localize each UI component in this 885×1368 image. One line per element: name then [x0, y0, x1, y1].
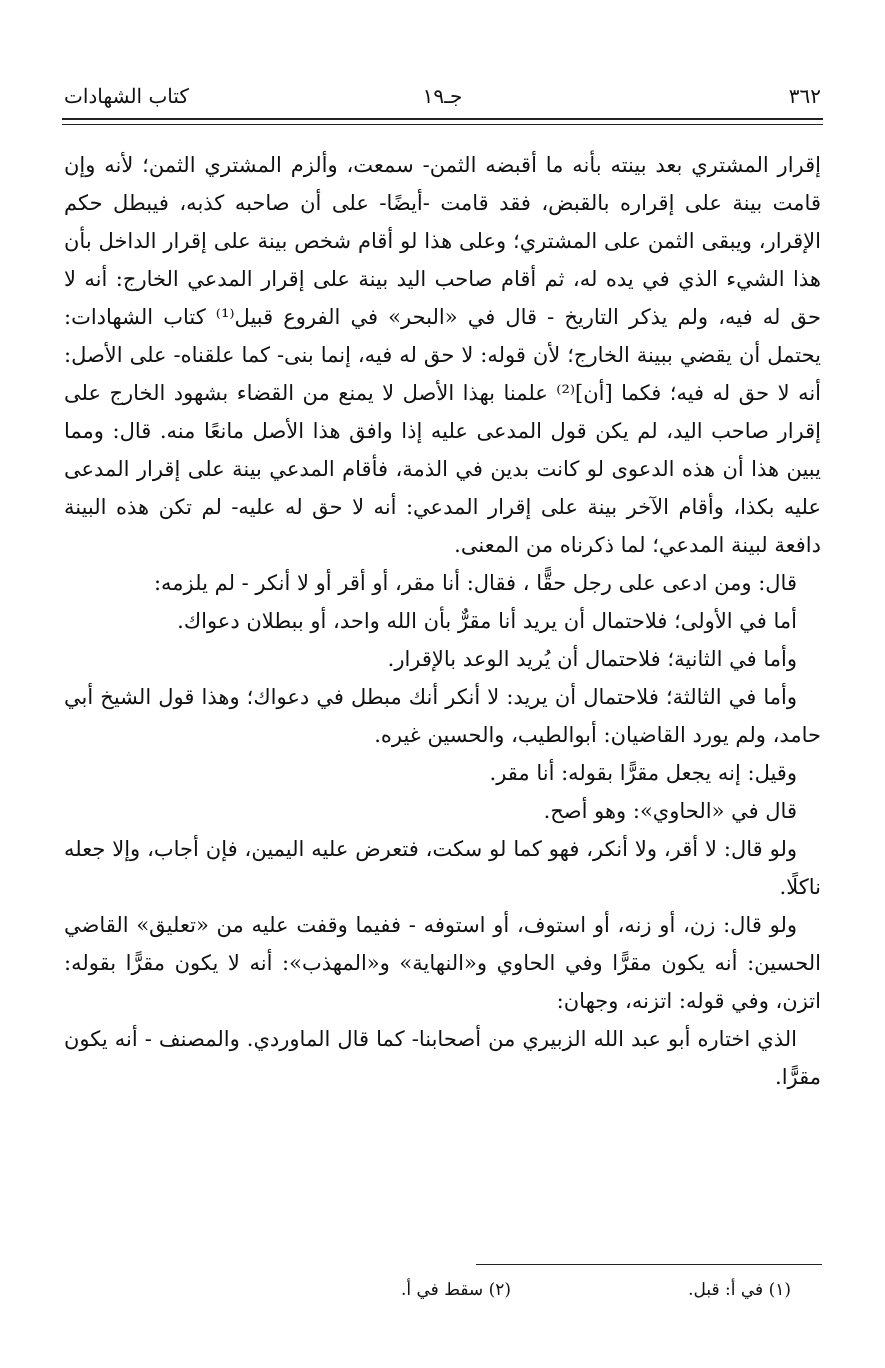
running-header: [64, 84, 821, 114]
paragraph: إقرار المشتري بعد بينته بأنه ما أقبضه الثمن- سمعت، وألزم المشتري الثمن؛ لأنه وإن قامت بينة على إقراره بالقبض، فقد قامت -أيضًا- على أن صاحبه كذبه، فيبطل حكم الإقرار، ويبقى الثمن على المشتري؛ وعلى هذا لو أقام شخص بينة على إقرار الداخل بأن هذا الشيء الذي في يده له، ثم أقام صاحب اليد بينة على إقرار المدعي الخارج: أنه لا حق له فيه، ولم يذكر التاريخ - قال في «البحر» في الفروع قبيل⁽¹⁾ كتاب الشهادات: يحتمل أن يقضي ببينة الخارج؛ لأن قوله: لا حق له فيه، إنما بنى- كما علقناه- على الأصل: أنه لا حق له فيه؛ فكما [أن]⁽²⁾ علمنا بهذا الأصل لا يمنع من القضاء بشهود الخارج على إقرار صاحب اليد، لم يكن قول المدعى عليه إذا وافق هذا الأصل مانعًا منه. قال: ومما يبين هذا أن هذه الدعوى لو كانت بدين في الذمة، فأقام المدعي بينة على إقرار المدعى عليه بكذا، وأقام الآخر بينة على إقرار المدعي: أنه لا حق له عليه- لم تكن هذه البينة دافعة لبينة المدعي؛ لما ذكرناه من المعنى.: [64, 153, 822, 557]
volume-number: جـ١٩: [422, 84, 463, 108]
paragraph: أما في الأولى؛ فلاحتمال أن يريد أنا مقرٌّ بأن الله واحد، أو ببطلان دعواك.: [177, 609, 797, 633]
paragraph: الذي اختاره أبو عبد الله الزبيري من أصحابنا- كما قال الماوردي. والمصنف - أنه يكون مقرًّا.: [64, 1027, 821, 1089]
book-title: كتاب الشهادات: [64, 84, 189, 108]
paragraph: وأما في الثالثة؛ فلاحتمال أن يريد: لا أنكر أنك مبطل في دعواك؛ وهذا قول الشيخ أبي حامد، ولم يورد القاضيان: أبوالطيب، والحسين غيره.: [64, 685, 821, 747]
header-rule-thin: [62, 124, 823, 125]
paragraph: ولو قال: لا أقر، ولا أنكر، فهو كما لو سكت، فتعرض عليه اليمين، فإن أجاب، وإلا جعله ناكلًا.: [64, 837, 821, 899]
paragraph: وأما في الثانية؛ فلاحتمال أن يُريد الوعد بالإقرار.: [387, 647, 797, 671]
header-rule-thick: [62, 118, 823, 120]
paragraph: قال: ومن ادعى على رجل حقًّا ، فقال: أنا مقر، أو أقر أو لا أنكر - لم يلزمه:: [153, 571, 797, 595]
paragraph: قال في «الحاوي»: وهو أصح.: [543, 799, 797, 823]
paragraph: وقيل: إنه يجعل مقرًّا بقوله: أنا مقر.: [489, 761, 797, 785]
main-text: [64, 146, 821, 1096]
paragraph: ولو قال: زن، أو زنه، أو استوف، أو استوفه - ففيما وقفت عليه من «تعليق» القاضي الحسين: أنه يكون مقرًّا وفي الحاوي و«النهاية» و«المهذب»: أنه لا يكون مقرًّا بقوله: اتزن، وفي قوله: اتزنه، وجهان:: [64, 913, 821, 1013]
page-number: ٣٦٢: [788, 84, 821, 108]
footnotes: [64, 1280, 821, 1310]
footnote-rule: [476, 1264, 822, 1265]
footnote-2: (٢) سقط في أ.: [400, 1280, 511, 1300]
footnote-1: (١) في أ: قبل.: [688, 1280, 791, 1300]
